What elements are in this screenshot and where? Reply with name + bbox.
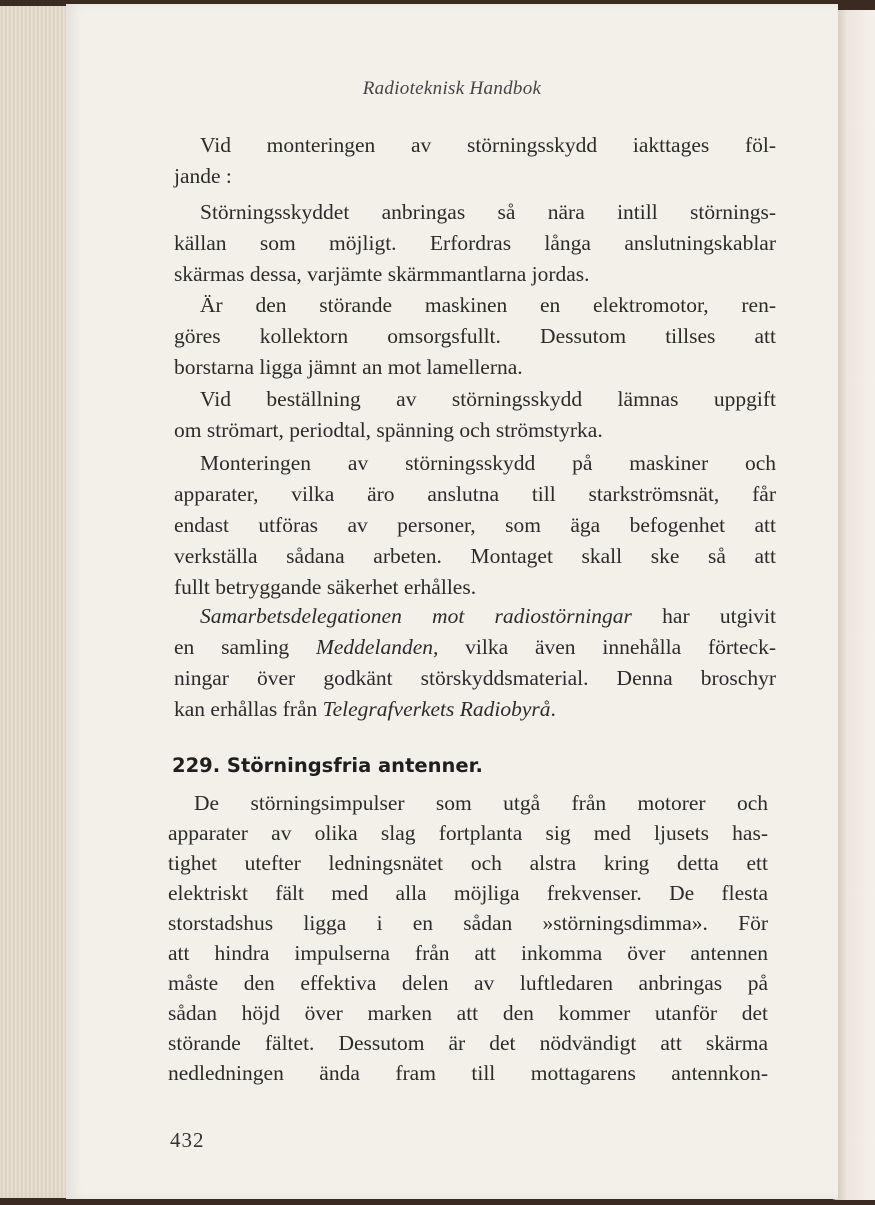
text-line: fullt betryggande säkerhet erhålles.: [174, 575, 477, 599]
text-line: De störningsimpulser som utgå från motorer och: [194, 791, 768, 815]
text-line: Monteringen av störningsskydd på maskiner och: [200, 451, 776, 475]
text-line: [174, 694, 776, 725]
paragraph-1: [174, 130, 776, 192]
text-line: skärmas dessa, varjämte skärmmantlarna jordas.: [174, 262, 590, 286]
text-fragment: en samling: [174, 635, 316, 659]
text-fragment: .: [550, 697, 556, 721]
paragraph-3: [174, 290, 776, 383]
book-page: [66, 4, 838, 1199]
text-line: endast utföras av personer, som äga befogenhet att: [174, 513, 776, 537]
paragraph-4: [174, 384, 776, 446]
running-head: Radioteknisk Handbok: [362, 78, 542, 99]
book-page-edges-right: [833, 10, 875, 1200]
paragraph-6: [174, 601, 776, 725]
text-line: sådan höjd över marken att den kommer utanför det: [168, 1001, 768, 1025]
paragraph-5: [174, 448, 776, 603]
text-line: jande :: [174, 164, 232, 188]
text-line: verkställa sådana arbeten. Montaget skall ske så att: [174, 544, 776, 568]
italic-title: Telegrafverkets Radiobyrå: [322, 697, 551, 721]
text-line: apparater av olika slag fortplanta sig med ljusets has-: [168, 821, 768, 845]
text-line: måste den effektiva delen av luftledaren anbringas på: [168, 971, 768, 995]
text-fragment: vilka även innehålla förteck-: [438, 635, 776, 659]
text-line: [174, 632, 776, 663]
text-line: källan som möjligt. Erfordras långa anslutningskablar: [174, 231, 776, 255]
text-line: om strömart, periodtal, spänning och strömstyrka.: [174, 418, 603, 442]
section-heading: 229. Störningsfria antenner.: [172, 754, 483, 777]
text-line: ningar över godkänt störskyddsmaterial. Denna broschyr: [174, 666, 776, 690]
italic-title: Meddelanden,: [315, 635, 439, 659]
text-line: Störningsskyddet anbringas så nära intill störnings-: [200, 200, 776, 224]
page-number: 432: [170, 1128, 205, 1152]
text-line: nedledningen ända fram till mottagarens antennkon-: [168, 1061, 768, 1085]
text-line: Vid monteringen av störningsskydd iakttages föl-: [200, 133, 776, 157]
text-line: [174, 601, 776, 632]
paragraph-2: [174, 197, 776, 290]
text-line: tighet utefter ledningsnätet och alstra kring detta ett: [168, 851, 768, 875]
text-line: storstadshus ligga i en sådan »störningsdimma». För: [168, 911, 768, 935]
text-line: störande fältet. Dessutom är det nödvändigt att skärma: [168, 1031, 768, 1055]
text-line: Är den störande maskinen en elektromotor, ren-: [200, 293, 776, 317]
text-line: att hindra impulserna från att inkomma över antennen: [168, 941, 768, 965]
book-page-edges-left: [0, 6, 70, 1198]
text-fragment: kan erhållas från: [174, 697, 323, 721]
text-fragment: har utgivit: [631, 604, 776, 628]
section-body: [168, 788, 768, 1088]
italic-title: Samarbetsdelegationen mot radiostörningar: [200, 604, 632, 628]
text-line: borstarna ligga jämnt an mot lamellerna.: [174, 355, 523, 379]
text-line: göres kollektorn omsorgsfullt. Dessutom tillses att: [174, 324, 776, 348]
text-line: elektriskt fält med alla möjliga frekvenser. De flesta: [168, 881, 768, 905]
text-line: apparater, vilka äro anslutna till starkströmsnät, får: [174, 482, 776, 506]
text-line: Vid beställning av störningsskydd lämnas uppgift: [200, 387, 776, 411]
